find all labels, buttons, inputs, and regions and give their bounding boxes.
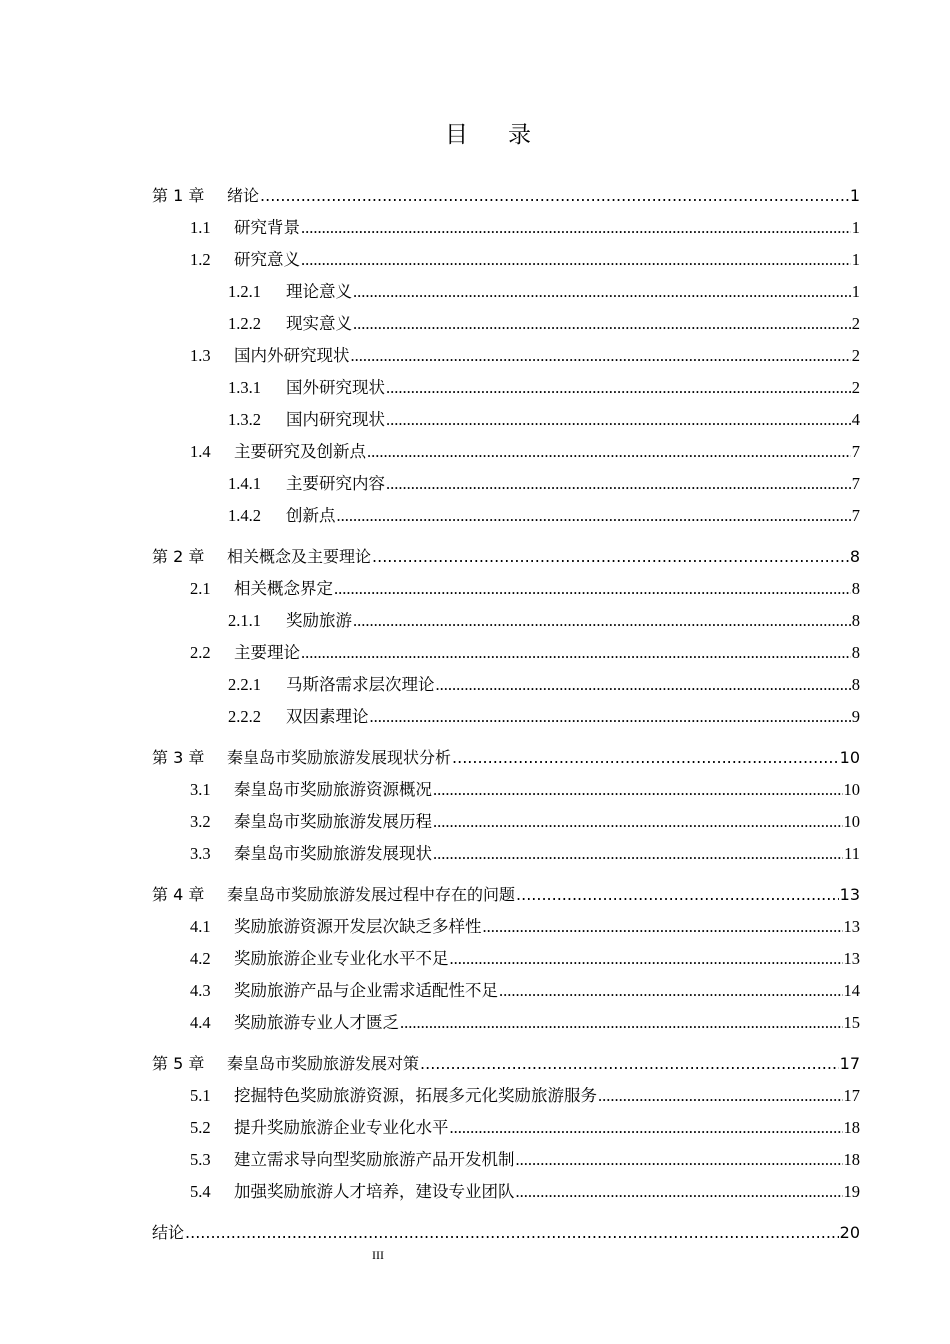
toc-entry-number: 第 5 章 [152, 1054, 205, 1073]
footer-page-number: III [372, 1248, 384, 1262]
toc-entry-number: 5.1 [190, 1086, 211, 1105]
toc-entry-number: 3.3 [190, 844, 211, 863]
toc-section-entry[interactable] [152, 605, 860, 637]
toc-entry-number: 5.4 [190, 1182, 211, 1201]
toc-section-entry[interactable] [152, 1176, 860, 1208]
toc-entry-page: 2 [851, 378, 860, 397]
toc-entry-page: 8 [851, 675, 860, 694]
toc-dot-leader [450, 943, 843, 975]
toc-section-entry[interactable] [152, 372, 860, 404]
toc-entry-title: 秦皇岛市奖励旅游发展现状 [234, 844, 432, 863]
toc-entry-page: 8 [851, 643, 860, 662]
toc-chapter-entry[interactable] [152, 742, 860, 774]
toc-entry-number: 3.1 [190, 780, 211, 799]
toc-entry-number: 1.3.1 [228, 378, 261, 397]
toc-section-entry[interactable] [152, 212, 860, 244]
toc-section-entry[interactable] [152, 669, 860, 701]
toc-entry-page: 18 [843, 1150, 860, 1169]
toc-entry-title: 秦皇岛市奖励旅游发展历程 [234, 812, 432, 831]
toc-title-char-2: 录 [508, 122, 531, 147]
toc-section-entry[interactable] [152, 436, 860, 468]
toc-entry-page: 10 [843, 812, 860, 831]
toc-entry-number: 第 1 章 [152, 186, 205, 205]
toc-section-entry[interactable] [152, 573, 860, 605]
toc-entry-page: 9 [851, 707, 860, 726]
toc-entry-title: 主要研究内容 [286, 474, 385, 493]
toc-entry-page: 1 [851, 218, 860, 237]
toc-entry-title: 国内外研究现状 [234, 346, 350, 365]
toc-dot-leader [353, 605, 851, 637]
toc-entry-number: 1.2.1 [228, 282, 261, 301]
toc-entry-number: 4.4 [190, 1013, 211, 1032]
toc-dot-leader [260, 180, 849, 212]
toc-entry-title: 秦皇岛市奖励旅游发展现状分析 [227, 748, 452, 767]
toc-dot-leader [598, 1080, 843, 1112]
toc-entry-title: 秦皇岛市奖励旅游发展对策 [227, 1054, 420, 1073]
toc-dot-leader [353, 276, 851, 308]
toc-section-entry[interactable] [152, 340, 860, 372]
toc-entry-title: 提升奖励旅游企业专业化水平 [234, 1118, 449, 1137]
toc-entry-page: 13 [843, 917, 860, 936]
toc-entry-page: 8 [849, 547, 860, 566]
toc-dot-leader [353, 308, 851, 340]
toc-dot-leader [386, 404, 851, 436]
toc-entry-page: 15 [843, 1013, 860, 1032]
toc-section-entry[interactable] [152, 637, 860, 669]
toc-entry-page: 20 [839, 1223, 860, 1242]
toc-chapter-entry[interactable] [152, 541, 860, 573]
toc-entry-title: 理论意义 [286, 282, 352, 301]
toc-title-char-1: 目 [445, 122, 468, 147]
toc-entry-number: 2.1.1 [228, 611, 261, 630]
toc-chapter-entry[interactable] [152, 1217, 860, 1249]
toc-entry-title: 创新点 [286, 506, 336, 525]
toc-entry-number: 1.4 [190, 442, 211, 461]
toc-entry-number: 第 4 章 [152, 885, 205, 904]
toc-entry-page: 1 [849, 186, 860, 205]
toc-entry-title: 结论 [152, 1223, 185, 1242]
toc-entry-page: 1 [851, 282, 860, 301]
toc-entry-number: 1.2 [190, 250, 211, 269]
toc-entry-number: 5.3 [190, 1150, 211, 1169]
toc-entry-number: 1.4.1 [228, 474, 261, 493]
toc-entry-title: 双因素理论 [286, 707, 369, 726]
toc-entry-title: 相关概念界定 [234, 579, 333, 598]
toc-entry-title: 挖掘特色奖励旅游资源，拓展多元化奖励旅游服务 [234, 1086, 597, 1105]
toc-entry-page: 19 [843, 1182, 860, 1201]
toc-entry-page: 11 [844, 844, 860, 863]
toc-dot-leader [301, 212, 851, 244]
toc-title [0, 116, 950, 149]
toc-dot-leader [400, 1007, 843, 1039]
toc-entry-title: 现实意义 [286, 314, 352, 333]
toc-dot-leader [185, 1217, 839, 1249]
toc-dot-leader [433, 806, 843, 838]
toc-entry-page: 7 [851, 506, 860, 525]
toc-dot-leader [334, 573, 851, 605]
toc-dot-leader [386, 468, 851, 500]
toc-section-entry[interactable] [152, 1007, 860, 1039]
toc-entry-number: 1.3 [190, 346, 211, 365]
toc-entry-page: 10 [839, 748, 860, 767]
toc-entry-page: 13 [839, 885, 860, 904]
toc-dot-leader [452, 742, 839, 774]
toc-entry-page: 7 [851, 474, 860, 493]
toc-section-entry[interactable] [152, 500, 860, 532]
toc-entry-page: 13 [843, 949, 860, 968]
toc-dot-leader [367, 436, 851, 468]
toc-chapter-entry[interactable] [152, 1048, 860, 1080]
toc-entry-title: 秦皇岛市奖励旅游资源概况 [234, 780, 432, 799]
toc-entry-page: 2 [851, 346, 860, 365]
toc-entry-number: 1.1 [190, 218, 211, 237]
toc-dot-leader [433, 838, 843, 870]
toc-dot-leader [450, 1112, 843, 1144]
toc-entry-page: 17 [839, 1054, 860, 1073]
toc-entry-page: 17 [843, 1086, 860, 1105]
toc-entry-page: 4 [851, 410, 860, 429]
toc-entry-page: 8 [851, 579, 860, 598]
toc-entry-page: 7 [851, 442, 860, 461]
toc-entry-title: 建立需求导向型奖励旅游产品开发机制 [234, 1150, 515, 1169]
toc-section-entry[interactable] [152, 1080, 860, 1112]
toc-entry-title: 国内研究现状 [286, 410, 385, 429]
toc-entry-page: 18 [843, 1118, 860, 1137]
toc-entry-page: 1 [851, 250, 860, 269]
toc-entry-title: 奖励旅游资源开发层次缺乏多样性 [234, 917, 482, 936]
toc-entry-number: 4.1 [190, 917, 211, 936]
toc-dot-leader [499, 975, 843, 1007]
toc-entry-page: 14 [843, 981, 860, 1000]
toc-entry-number: 2.2.2 [228, 707, 261, 726]
toc-entry-page: 2 [851, 314, 860, 333]
toc-chapter-entry[interactable] [152, 180, 860, 212]
toc-dot-leader [516, 879, 839, 911]
toc-entry-number: 1.3.2 [228, 410, 261, 429]
toc-dot-leader [351, 340, 851, 372]
toc-entry-title: 奖励旅游企业专业化水平不足 [234, 949, 449, 968]
toc-entry-number: 1.4.2 [228, 506, 261, 525]
toc-section-entry[interactable] [152, 838, 860, 870]
toc-section-entry[interactable] [152, 701, 860, 733]
toc-entry-number: 2.2 [190, 643, 211, 662]
toc-entry-number: 5.2 [190, 1118, 211, 1137]
toc-dot-leader [386, 372, 851, 404]
toc-dot-leader [301, 244, 851, 276]
toc-entry-number: 第 3 章 [152, 748, 205, 767]
toc-dot-leader [337, 500, 851, 532]
toc-entry-number: 2.1 [190, 579, 211, 598]
toc-entry-title: 绪论 [227, 186, 260, 205]
toc-chapter-entry[interactable] [152, 879, 860, 911]
toc-section-entry[interactable] [152, 975, 860, 1007]
toc-section-entry[interactable] [152, 308, 860, 340]
toc-dot-leader [301, 637, 851, 669]
toc-section-entry[interactable] [152, 276, 860, 308]
toc-section-entry[interactable] [152, 404, 860, 436]
toc-entry-number: 4.2 [190, 949, 211, 968]
toc-dot-leader [433, 774, 843, 806]
toc-entry-title: 秦皇岛市奖励旅游发展过程中存在的问题 [227, 885, 516, 904]
toc-dot-leader [372, 541, 849, 573]
toc-entry-title: 研究意义 [234, 250, 300, 269]
table-of-contents [152, 180, 860, 1249]
toc-entry-title: 研究背景 [234, 218, 300, 237]
toc-dot-leader [483, 911, 843, 943]
toc-entry-title: 奖励旅游专业人才匮乏 [234, 1013, 399, 1032]
toc-entry-title: 加强奖励旅游人才培养，建设专业团队 [234, 1182, 515, 1201]
toc-entry-title: 主要理论 [234, 643, 300, 662]
toc-section-entry[interactable] [152, 806, 860, 838]
toc-dot-leader [420, 1048, 839, 1080]
toc-entry-number: 4.3 [190, 981, 211, 1000]
toc-dot-leader [516, 1176, 843, 1208]
toc-entry-number: 2.2.1 [228, 675, 261, 694]
toc-entry-title: 相关概念及主要理论 [227, 547, 372, 566]
toc-section-entry[interactable] [152, 468, 860, 500]
toc-entry-title: 马斯洛需求层次理论 [286, 675, 435, 694]
toc-entry-title: 主要研究及创新点 [234, 442, 366, 461]
toc-section-entry[interactable] [152, 244, 860, 276]
toc-dot-leader [436, 669, 851, 701]
toc-entry-title: 国外研究现状 [286, 378, 385, 397]
toc-section-entry[interactable] [152, 1144, 860, 1176]
toc-entry-number: 3.2 [190, 812, 211, 831]
toc-dot-leader [516, 1144, 843, 1176]
toc-entry-page: 10 [843, 780, 860, 799]
toc-dot-leader [370, 701, 851, 733]
toc-section-entry[interactable] [152, 774, 860, 806]
toc-entry-page: 8 [851, 611, 860, 630]
toc-entry-number: 第 2 章 [152, 547, 205, 566]
toc-entry-title: 奖励旅游 [286, 611, 352, 630]
toc-entry-title: 奖励旅游产品与企业需求适配性不足 [234, 981, 498, 1000]
toc-section-entry[interactable] [152, 911, 860, 943]
toc-entry-number: 1.2.2 [228, 314, 261, 333]
toc-section-entry[interactable] [152, 943, 860, 975]
toc-section-entry[interactable] [152, 1112, 860, 1144]
